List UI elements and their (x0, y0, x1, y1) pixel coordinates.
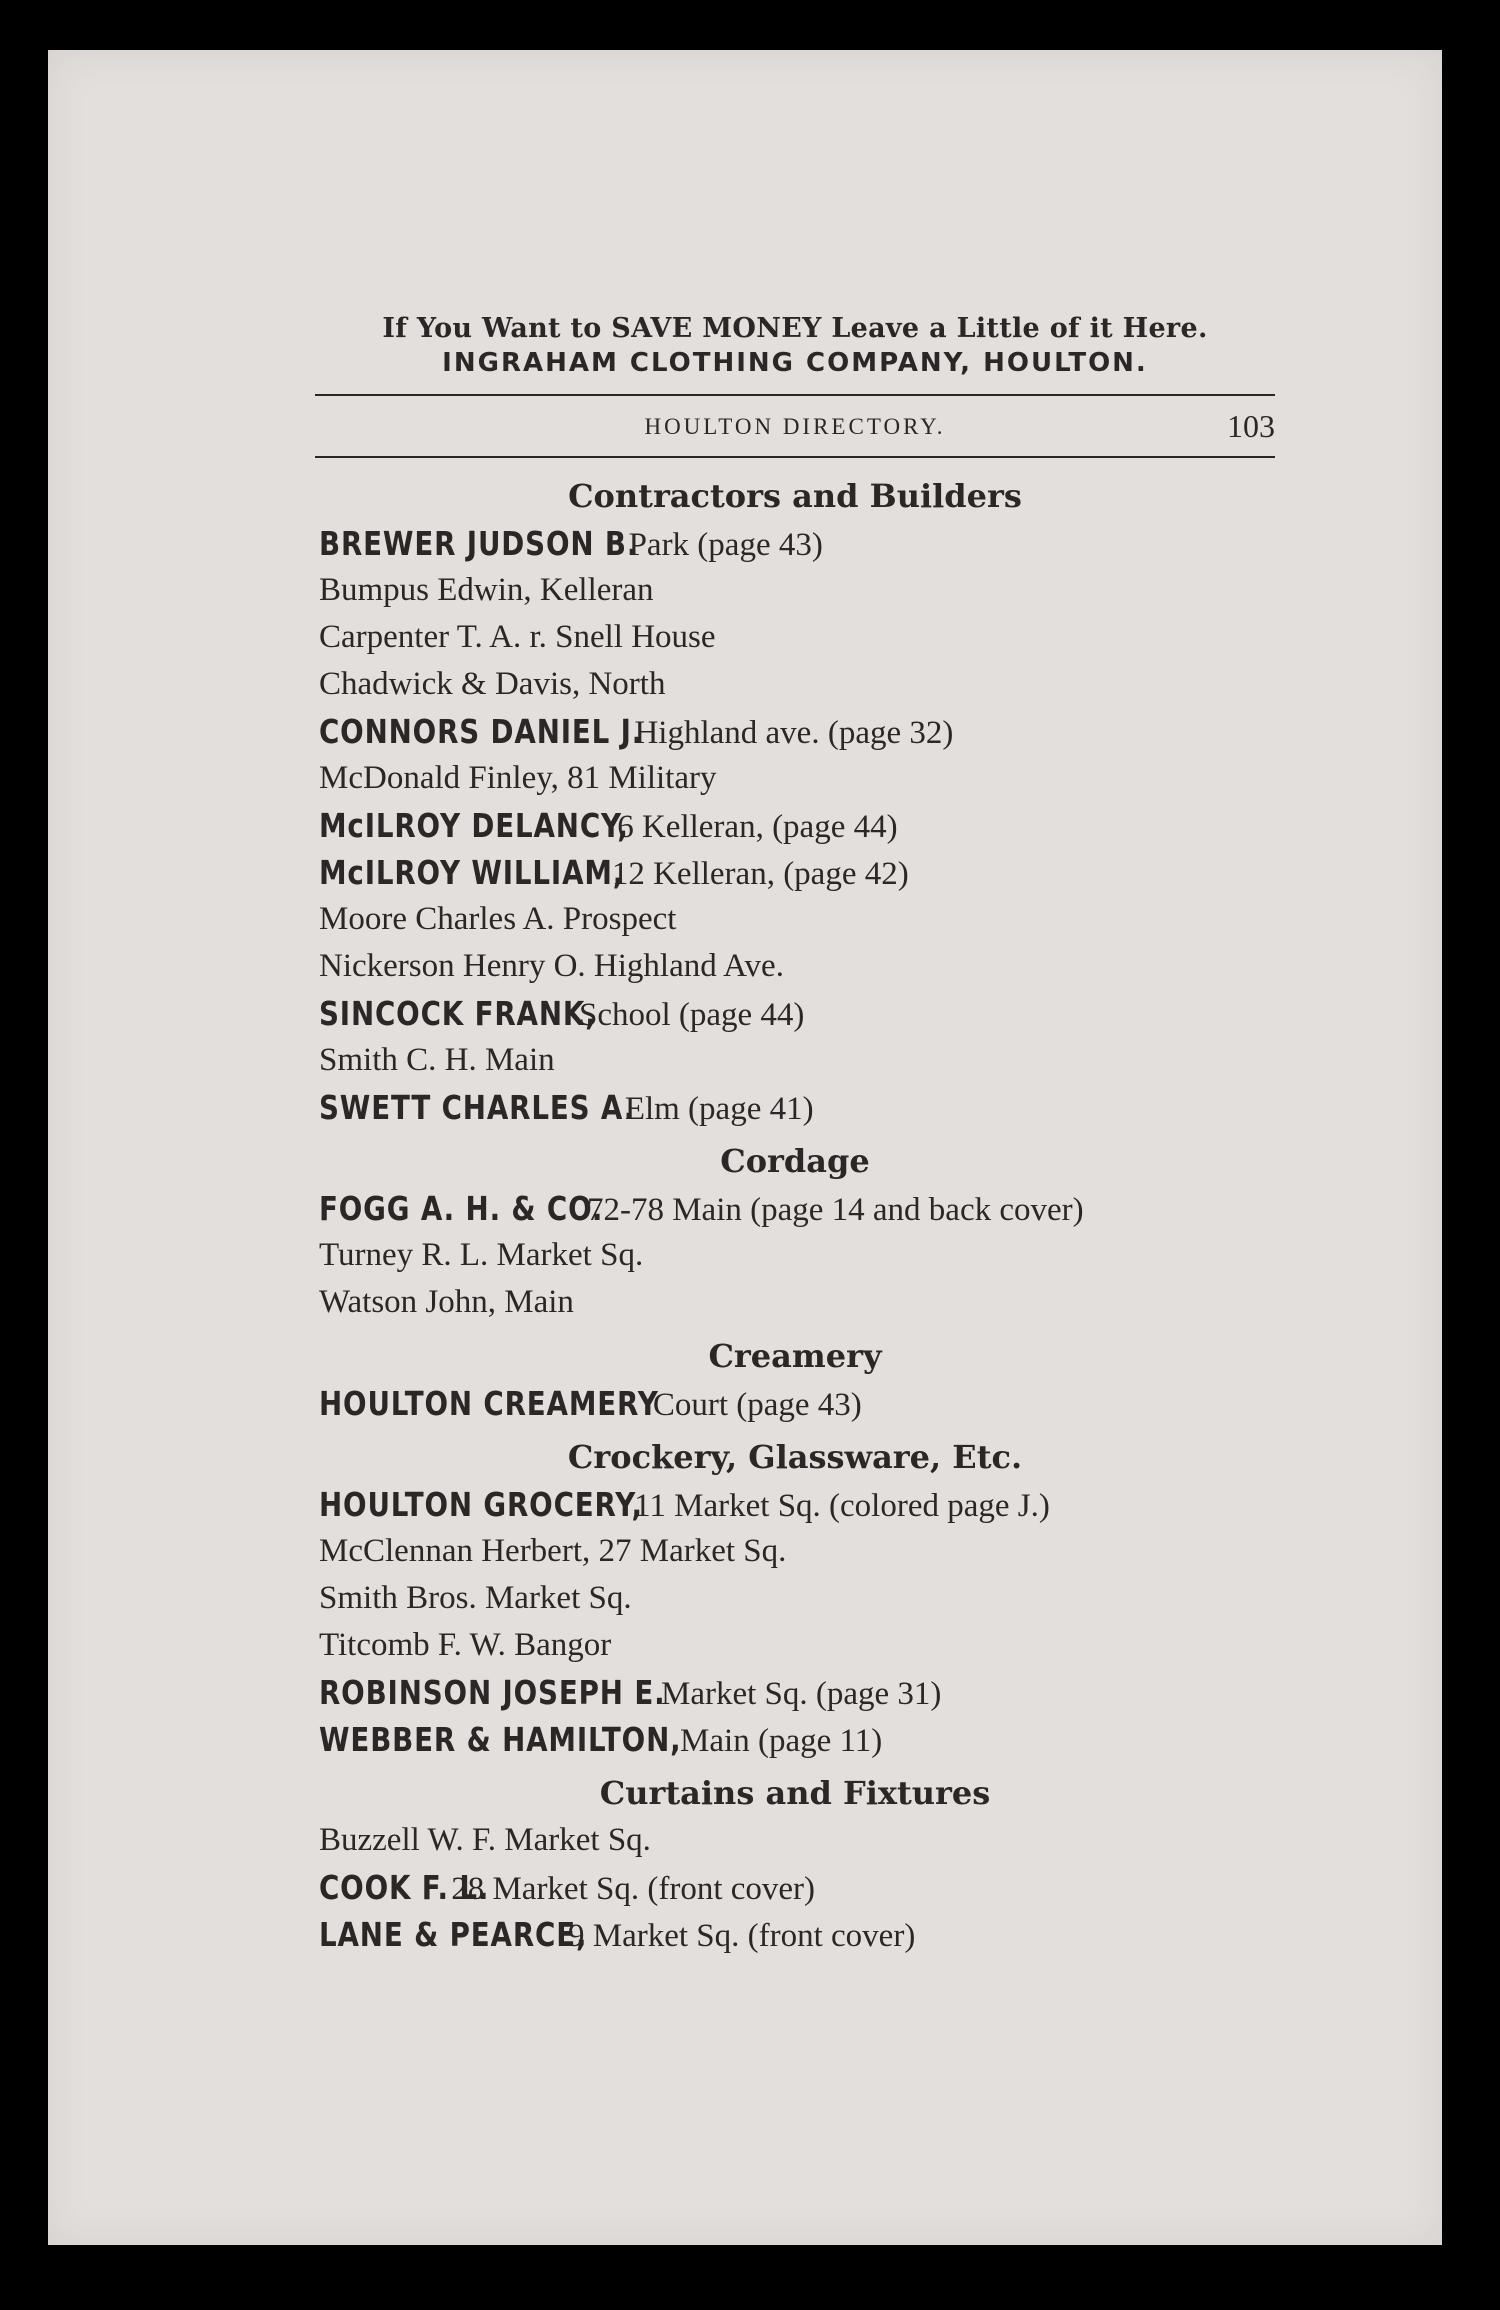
section-heading: Crockery, Glassware, Etc. (567, 1438, 1023, 1476)
entry-text: Smith C. H. Main (319, 1042, 555, 1078)
entry-text: 72-78 Main (page 14 and back cover) (586, 1192, 1084, 1228)
entry-text: Elm (page 41) (624, 1091, 814, 1127)
entry-text: Smith Bros. Market Sq. (319, 1580, 632, 1616)
directory-entry (315, 1669, 1275, 1716)
entry-name-bold: COOK F. L. (319, 1868, 490, 1907)
directory-entry (315, 990, 1275, 1037)
entry-name-bold: SINCOCK FRANK, (319, 994, 597, 1033)
advertisement-company: INGRAHAM CLOTHING COMPANY, HOULTON. (442, 348, 1148, 378)
directory-entry (315, 520, 1275, 567)
entry-text: Moore Charles A. Prospect (319, 901, 677, 937)
entry-name-bold: SWETT CHARLES A. (319, 1088, 636, 1127)
directory-listing (315, 474, 1275, 1958)
page-content (315, 312, 1275, 1958)
entry-name-bold: BREWER JUDSON B. (319, 524, 639, 563)
directory-entry (315, 1037, 1275, 1084)
entry-name-bold: WEBBER & HAMILTON, (319, 1720, 682, 1759)
entry-name-bold: HOULTON GROCERY, (319, 1485, 643, 1524)
entry-text: 6 Kelleran, (page 44) (617, 809, 898, 845)
entry-text: Watson John, Main (319, 1284, 574, 1320)
directory-entry (315, 1575, 1275, 1622)
directory-entry (315, 614, 1275, 661)
directory-entry (315, 661, 1275, 708)
directory-entry (315, 1622, 1275, 1669)
directory-entry (315, 943, 1275, 990)
entry-text: Bumpus Edwin, Kelleran (319, 572, 654, 608)
entry-text: 12 Kelleran, (page 42) (611, 856, 909, 892)
entry-text: Carpenter T. A. r. Snell House (319, 619, 716, 655)
directory-entry (315, 1232, 1275, 1279)
entry-text: Turney R. L. Market Sq. (319, 1237, 644, 1273)
directory-entry (315, 896, 1275, 943)
entry-text: McClennan Herbert, 27 Market Sq. (319, 1533, 787, 1569)
directory-entry (315, 849, 1275, 896)
entry-text: 9 Market Sq. (front cover) (568, 1918, 916, 1954)
entry-text: Buzzell W. F. Market Sq. (319, 1822, 651, 1858)
section-heading: Contractors and Builders (568, 477, 1022, 515)
directory-entry (315, 567, 1275, 614)
entry-text: Court (page 43) (652, 1387, 862, 1423)
entry-name-bold: FOGG A. H. & CO. (319, 1189, 604, 1228)
directory-entry (315, 1185, 1275, 1232)
entry-text: Main (page 11) (680, 1723, 883, 1759)
directory-entry (315, 1817, 1275, 1864)
directory-entry (315, 755, 1275, 802)
entry-text: Titcomb F. W. Bangor (319, 1627, 612, 1663)
directory-entry (315, 1864, 1275, 1911)
entry-name-bold: ROBINSON JOSEPH E. (319, 1673, 666, 1712)
running-head (315, 396, 1275, 456)
directory-entry (315, 1528, 1275, 1575)
entry-text: Highland ave. (page 32) (634, 715, 954, 751)
entry-text: School (page 44) (578, 997, 805, 1033)
directory-entry (315, 1481, 1275, 1528)
entry-text: McDonald Finley, 81 Military (319, 760, 717, 796)
entry-text: Chadwick & Davis, North (319, 666, 666, 702)
directory-entry (315, 1911, 1275, 1958)
section-heading: Cordage (720, 1142, 870, 1180)
directory-entry (315, 1380, 1275, 1427)
entry-name-bold: McILROY WILLIAM, (319, 853, 625, 892)
entry-text: Market Sq. (page 31) (660, 1676, 942, 1712)
entry-name-bold: HOULTON CREAMERY (319, 1384, 659, 1423)
entry-name-bold: CONNORS DANIEL J. (319, 712, 644, 751)
directory-entry (315, 1084, 1275, 1131)
entry-text: Nickerson Henry O. Highland Ave. (319, 948, 784, 984)
directory-entry (315, 802, 1275, 849)
section-heading: Curtains and Fixtures (599, 1774, 991, 1812)
entry-name-bold: LANE & PEARCE, (319, 1915, 588, 1954)
page-number: 103 (1227, 408, 1275, 444)
entry-name-bold: McILROY DELANCY, (319, 806, 629, 845)
directory-entry (315, 1716, 1275, 1763)
directory-page (48, 50, 1442, 2245)
header-rule-bottom (315, 456, 1275, 458)
advertisement-headline: If You Want to SAVE MONEY Leave a Little of it Here. (382, 313, 1208, 344)
entry-text: 11 Market Sq. (colored page J.) (634, 1488, 1050, 1524)
entry-text: 28 Market Sq. (front cover) (451, 1871, 816, 1907)
running-title: HOULTON DIRECTORY. (644, 414, 946, 439)
directory-entry (315, 1279, 1275, 1326)
section-heading: Creamery (708, 1337, 882, 1375)
entry-text: Park (page 43) (628, 527, 823, 563)
directory-entry (315, 708, 1275, 755)
